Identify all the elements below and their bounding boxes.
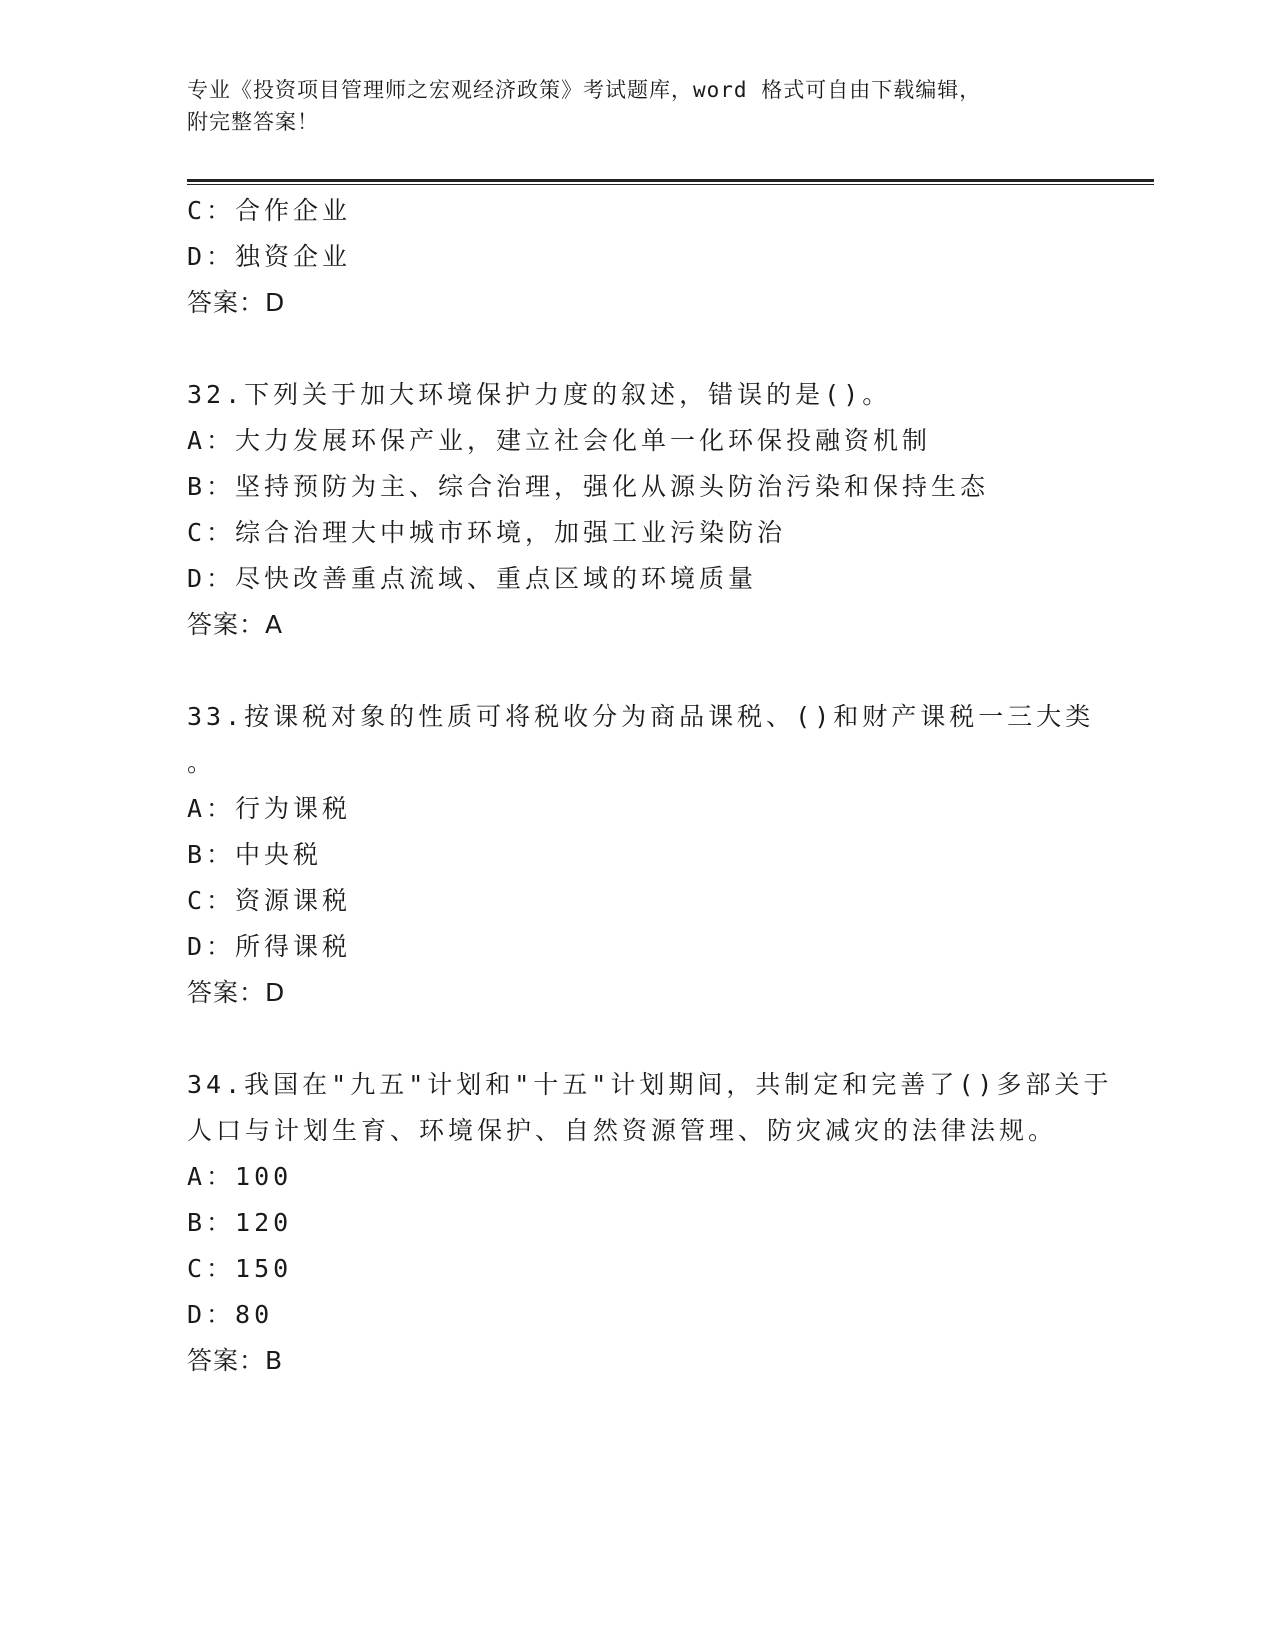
option-a: A：行为课税 — [187, 794, 352, 823]
question-32 — [187, 372, 1087, 648]
header-line-2: 附完整答案！ — [187, 110, 319, 134]
header-line-1: 专业《投资项目管理师之宏观经济政策》考试题库，word 格式可自由下载编辑， — [187, 78, 982, 102]
option-c: C：合作企业 — [187, 196, 352, 225]
spacer — [187, 648, 1087, 694]
option-c: C：资源课税 — [187, 886, 352, 915]
answer-line: 答案：D — [187, 288, 286, 317]
option-b: B：中央税 — [187, 840, 323, 869]
answer-line: 答案：A — [187, 610, 284, 639]
header-rule-thin — [187, 184, 1154, 185]
option-d: D：独资企业 — [187, 242, 352, 271]
answer-line: 答案：B — [187, 1346, 284, 1375]
question-text-continued: 人口与计划生育、环境保护、自然资源管理、防灾减灾的法律法规。 — [187, 1116, 1058, 1145]
option-a: A：100 — [187, 1162, 293, 1191]
question-text: 32.下列关于加大环境保护力度的叙述，错误的是()。 — [187, 380, 892, 409]
question-34 — [187, 1062, 1113, 1384]
option-d: D：所得课税 — [187, 932, 352, 961]
option-a: A：大力发展环保产业，建立社会化单一化环保投融资机制 — [187, 426, 932, 455]
option-c: C：综合治理大中城市环境，加强工业污染防治 — [187, 518, 787, 547]
spacer — [187, 1016, 1087, 1062]
option-b: B：120 — [187, 1208, 293, 1237]
question-text: 34.我国在"九五"计划和"十五"计划期间，共制定和完善了()多部关于 — [187, 1070, 1113, 1099]
option-d: D：尽快改善重点流域、重点区域的环境质量 — [187, 564, 758, 593]
option-d: D：80 — [187, 1300, 274, 1329]
question-33 — [187, 694, 1095, 1016]
question-fragment — [187, 188, 1087, 326]
option-c: C：150 — [187, 1254, 293, 1283]
page-header — [187, 74, 1067, 138]
question-text-continued: 。 — [187, 748, 217, 777]
question-text: 33.按课税对象的性质可将税收分为商品课税、()和财产课税一三大类 — [187, 702, 1095, 731]
answer-line: 答案：D — [187, 978, 286, 1007]
option-b: B：坚持预防为主、综合治理，强化从源头防治污染和保持生态 — [187, 472, 990, 501]
header-rule-thick — [187, 179, 1154, 182]
question-content — [187, 188, 1113, 1384]
spacer — [187, 326, 1087, 372]
